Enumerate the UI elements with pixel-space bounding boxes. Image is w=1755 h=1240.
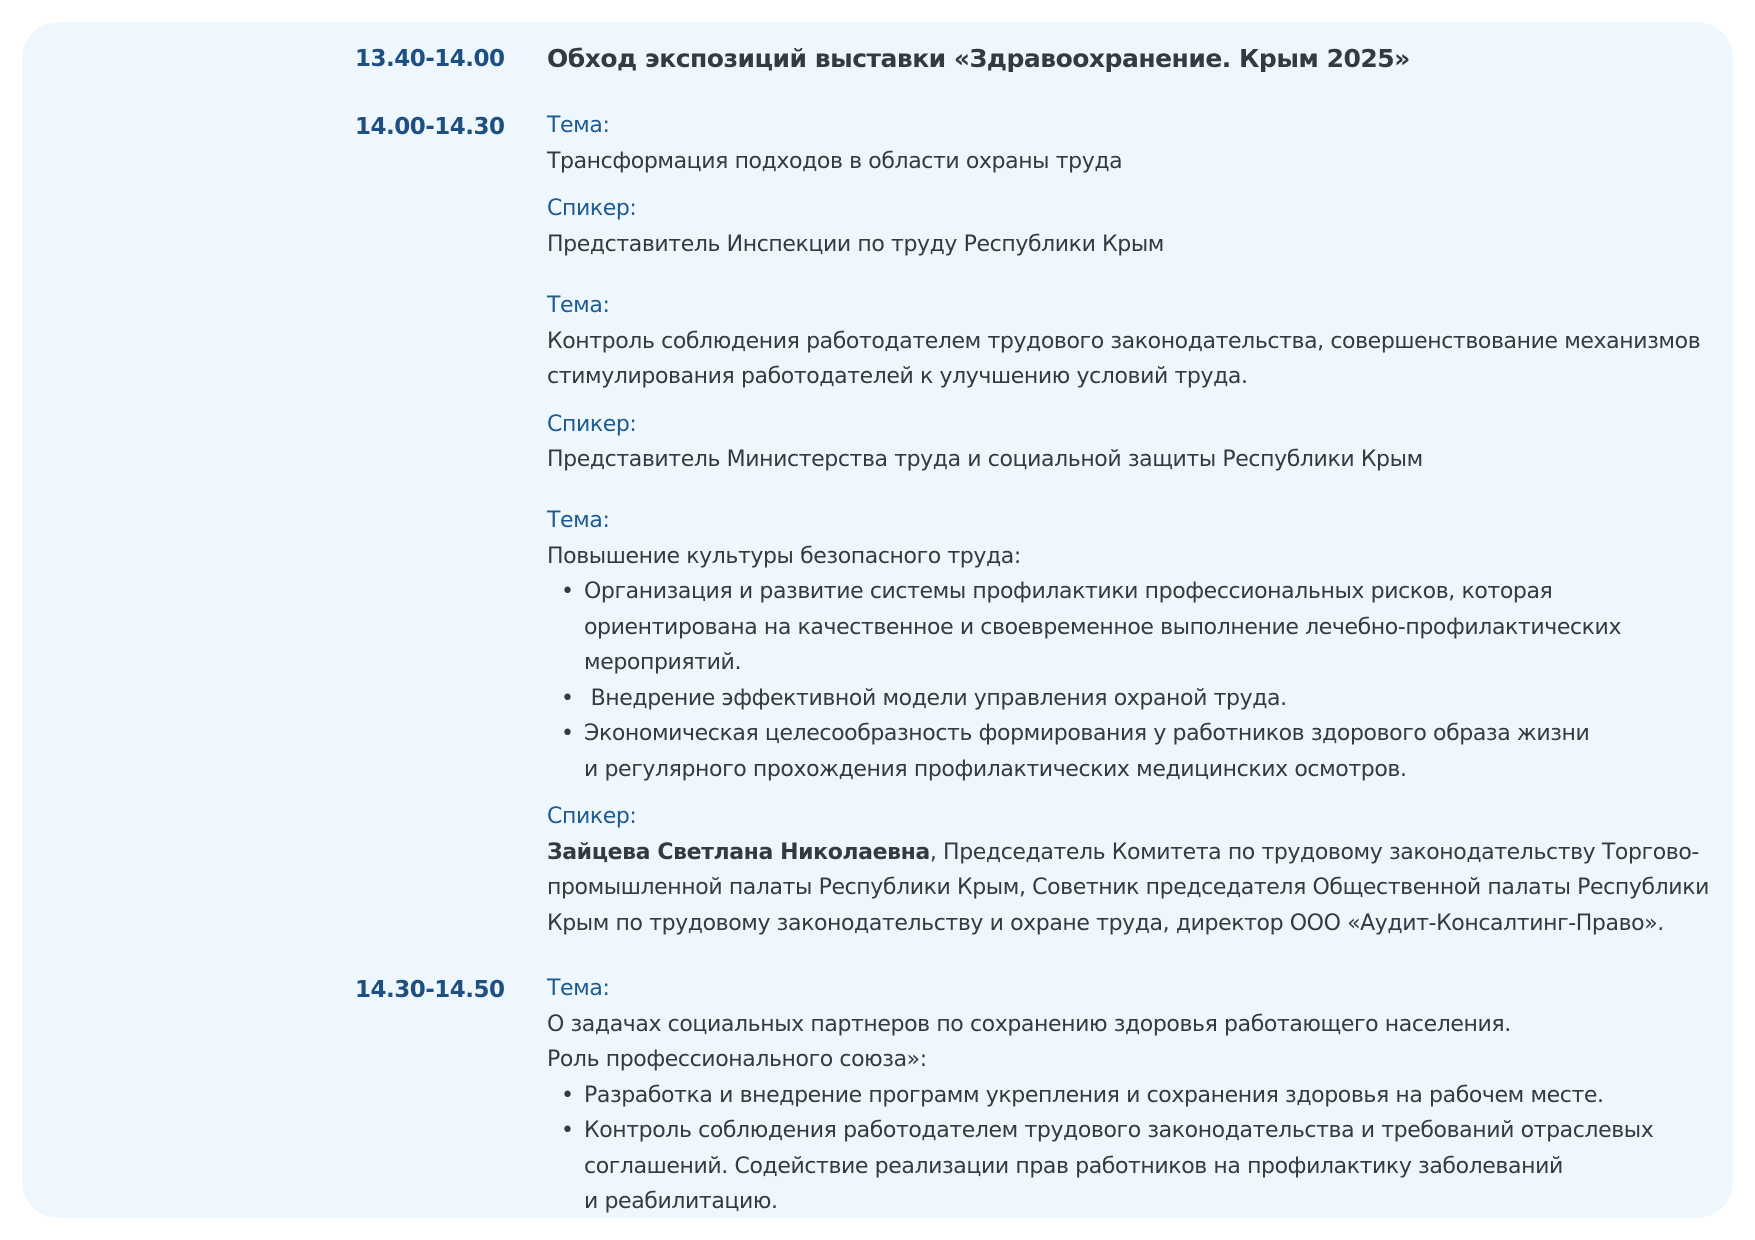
bullet-icon: • bbox=[561, 579, 574, 604]
list-item-text: Экономическая целесообразность формирования у работников здорового образа жизни bbox=[584, 721, 1590, 746]
schedule-card bbox=[22, 22, 1733, 1218]
bullet-list bbox=[547, 574, 1717, 787]
talk-block bbox=[547, 288, 1717, 478]
speaker-text: Крым по трудовому законодательству и охране труда, директор ООО «Аудит-Консалтинг-Право». bbox=[547, 910, 1664, 936]
list-item bbox=[547, 681, 1717, 717]
talk-block bbox=[547, 108, 1717, 262]
row-content bbox=[547, 41, 1717, 77]
list-item bbox=[547, 1078, 1717, 1114]
list-item-text: Контроль соблюдения работодателем трудового законодательства и требований отраслевых bbox=[584, 1118, 1654, 1143]
speaker-text bbox=[547, 835, 1717, 871]
topic-text: стимулирования работодателей к улучшению условий труда. bbox=[547, 364, 1248, 389]
list-item-text: соглашений. Содействие реализации прав работников на профилактику заболеваний bbox=[584, 1153, 1563, 1179]
time-slot: 13.40-14.00 bbox=[355, 46, 505, 72]
speaker-text: Представитель Инспекции по труду Республики Крым bbox=[547, 231, 1165, 257]
speaker-position: , Председатель Комитета по трудовому законодательству Торгово- bbox=[929, 839, 1699, 865]
list-item-text: ориентирована на качественное и своевременное выполнение лечебно-профилактических bbox=[584, 614, 1622, 640]
speaker-label: Спикер: bbox=[547, 804, 637, 829]
topic-text: Контроль соблюдения работодателем трудового законодательства, совершенствование механизмов bbox=[547, 328, 1701, 354]
list-item-text: и регулярного прохождения профилактических медицинских осмотров. bbox=[584, 756, 1407, 782]
topic-label: Тема: bbox=[547, 113, 610, 138]
list-item-text: и реабилитацию. bbox=[584, 1189, 778, 1214]
list-item-text: Организация и развитие системы профилактики профессиональных рисков, которая bbox=[584, 579, 1553, 604]
speaker-label: Спикер: bbox=[547, 196, 637, 221]
speaker-label: Спикер: bbox=[547, 411, 637, 437]
list-item bbox=[547, 1113, 1717, 1218]
speaker-text: промышленной палаты Республики Крым, Советник председателя Общественной палаты Республики bbox=[547, 875, 1709, 900]
list-item-text: Внедрение эффективной модели управления охраной труда. bbox=[584, 685, 1287, 711]
bullet-icon: • bbox=[561, 721, 574, 746]
bullet-icon: • bbox=[561, 1118, 574, 1143]
list-item bbox=[547, 716, 1717, 787]
topic-label: Тема: bbox=[547, 508, 610, 533]
talk-block bbox=[547, 971, 1717, 1218]
bullet-list bbox=[547, 1078, 1717, 1219]
topic-text: О задачах социальных партнеров по сохранению здоровья работающего населения. bbox=[547, 1011, 1511, 1037]
topic-text: Роль профессионального союза»: bbox=[547, 1047, 927, 1072]
topic-label: Тема: bbox=[547, 293, 610, 318]
list-item-text: мероприятий. bbox=[584, 650, 742, 675]
time-slot: 14.00-14.30 bbox=[355, 114, 505, 140]
speaker-text: Представитель Министерства труда и социальной защиты Республики Крым bbox=[547, 447, 1423, 472]
topic-label: Тема: bbox=[547, 976, 610, 1001]
list-item-text: Разработка и внедрение программ укрепления и сохранения здоровья на рабочем месте. bbox=[584, 1082, 1604, 1108]
talk-block bbox=[547, 503, 1717, 941]
bullet-icon: • bbox=[561, 1082, 574, 1108]
bullet-icon: • bbox=[561, 685, 574, 711]
event-title: Обход экспозиций выставки «Здравоохранение. Крым 2025» bbox=[547, 44, 1410, 73]
list-item bbox=[547, 574, 1717, 681]
speaker-name: Зайцева Светлана Николаевна bbox=[547, 839, 930, 865]
topic-text: Повышение культуры безопасного труда: bbox=[547, 543, 1021, 569]
time-slot: 14.30-14.50 bbox=[355, 977, 505, 1003]
topic-text: Трансформация подходов в области охраны труда bbox=[547, 148, 1123, 174]
